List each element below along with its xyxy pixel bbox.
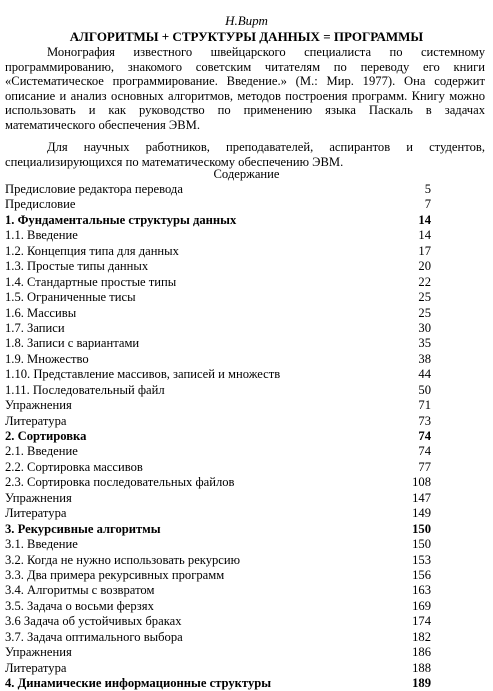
toc-entry [5, 568, 431, 583]
toc-entry-page: 77 [418, 459, 431, 474]
toc-entry-title: 3.3. Два примера рекурсивных программ [5, 567, 225, 582]
toc-entry-page: 17 [418, 243, 431, 258]
table-of-contents [5, 182, 431, 691]
toc-entry-title: 1.4. Стандартные простые типы [5, 274, 177, 289]
toc-entry-page: 169 [412, 598, 431, 613]
toc-entry-title: 3.2. Когда не нужно использовать рекурсию [5, 552, 241, 567]
toc-heading: Содержание [213, 167, 280, 181]
toc-entry [5, 506, 431, 521]
toc-entry [5, 182, 431, 197]
toc-entry-title: 1.11. Последовательный файл [5, 382, 165, 397]
toc-entry-title: 3. Рекурсивные алгоритмы [5, 521, 161, 536]
toc-entry-page: 38 [418, 351, 431, 366]
toc-entry [5, 352, 431, 367]
toc-entry-page: 5 [424, 182, 431, 196]
toc-entry-page: 71 [418, 398, 431, 413]
toc-entry-title: Литература [5, 413, 67, 428]
toc-entry-title: Упражнения [5, 398, 72, 413]
toc-entry [5, 645, 431, 660]
toc-entry [5, 228, 431, 243]
toc-entry-page: 7 [424, 197, 431, 212]
toc-entry-page: 186 [412, 645, 431, 660]
toc-entry [5, 275, 431, 290]
toc-entry [5, 491, 431, 506]
toc-entry [5, 336, 431, 351]
toc-chapter-entry [5, 213, 431, 228]
toc-entry-page: 20 [418, 259, 431, 274]
toc-entry-page: 44 [418, 367, 431, 382]
toc-entry [5, 444, 431, 459]
toc-entry-page: 108 [412, 475, 431, 490]
toc-entry-title: 1.9. Множество [5, 351, 89, 366]
book-author: Н.Вирт [225, 13, 268, 28]
toc-entry-title: 2.2. Сортировка массивов [5, 459, 143, 474]
toc-entry [5, 290, 431, 305]
toc-entry-title: 1.7. Записи [5, 320, 65, 335]
toc-chapter-entry [5, 429, 431, 444]
toc-entry [5, 321, 431, 336]
toc-entry-page: 149 [412, 506, 431, 521]
toc-entry-page: 30 [418, 320, 431, 335]
toc-entry-title: 2.3. Сортировка последовательных файлов [5, 475, 235, 490]
toc-entry-page: 74 [418, 429, 431, 443]
toc-entry-page: 25 [418, 290, 431, 305]
toc-entry-title: Предисловие [5, 197, 76, 212]
toc-entry-title: 3.6 Задача об устойчивых браках [5, 614, 182, 629]
toc-entry-page: 14 [418, 228, 431, 243]
toc-entry-title: 2. Сортировка [5, 429, 87, 443]
toc-entry-title: Упражнения [5, 490, 72, 505]
toc-entry [5, 398, 431, 413]
toc-entry-page: 147 [412, 490, 431, 505]
toc-entry-page: 150 [412, 521, 431, 536]
toc-entry-page: 182 [412, 629, 431, 644]
toc-entry-page: 22 [418, 274, 431, 289]
toc-entry-page: 150 [412, 537, 431, 552]
toc-entry-page: 188 [412, 660, 431, 675]
toc-entry [5, 475, 431, 490]
toc-entry-title: 1. Фундаментальные структуры данных [5, 212, 237, 227]
toc-chapter-entry [5, 676, 431, 691]
toc-entry [5, 537, 431, 552]
toc-entry-title: 1.5. Ограниченные тисы [5, 290, 136, 305]
toc-entry-page: 14 [418, 212, 431, 227]
toc-chapter-entry [5, 522, 431, 537]
toc-entry [5, 599, 431, 614]
toc-entry-title: 1.10. Представление массивов, записей и множеств [5, 367, 281, 382]
toc-entry-title: 1.1. Введение [5, 228, 78, 243]
toc-entry-page: 25 [418, 305, 431, 320]
toc-entry-title: 3.4. Алгоритмы с возвратом [5, 583, 155, 598]
toc-entry-title: 3.5. Задача о восьми ферзях [5, 598, 154, 613]
toc-entry-title: 1.8. Записи с вариантами [5, 336, 140, 351]
toc-entry-page: 73 [418, 413, 431, 428]
toc-entry-title: 3.1. Введение [5, 537, 78, 552]
toc-entry-title: 2.1. Введение [5, 444, 78, 459]
toc-entry-title: 1.3. Простые типы данных [5, 259, 149, 274]
toc-entry-title: Предисловие редактора перевода [5, 182, 183, 196]
toc-entry [5, 583, 431, 598]
toc-entry-page: 174 [412, 614, 431, 629]
audience-paragraph: Для научных работников, преподавателей, аспирантов и студентов, специализирующихся по математическому обеспечению ЭВМ. [5, 140, 485, 169]
toc-entry [5, 614, 431, 629]
toc-entry-page: 156 [412, 567, 431, 582]
toc-entry [5, 259, 431, 274]
toc-entry [5, 661, 431, 676]
toc-entry-page: 50 [418, 382, 431, 397]
toc-entry [5, 197, 431, 212]
toc-entry-title: 4. Динамические информационные структуры [5, 676, 272, 690]
toc-entry [5, 630, 431, 645]
abstract-paragraph: Монография известного швейцарского специалиста по системному программированию, знакомого советским читателям по переводу его книги «Систематическое программирование. Введение.» (М.: Мир. 1977). Она содержит описание и анализ основных алгоритмов, методов построения программ. Книгу можно использовать и как руководство по применению языка Паскаль в задачах математического обеспечения ЭВМ. [5, 45, 485, 132]
toc-entry-page: 153 [412, 552, 431, 567]
toc-entry [5, 460, 431, 475]
toc-entry-page: 189 [412, 676, 431, 690]
toc-entry-title: Литература [5, 660, 67, 675]
toc-entry [5, 414, 431, 429]
toc-entry [5, 553, 431, 568]
toc-entry-title: 1.2. Концепция типа для данных [5, 243, 179, 258]
toc-entry-title: 1.6. Массивы [5, 305, 77, 320]
toc-entry-page: 163 [412, 583, 431, 598]
book-title: АЛГОРИТМЫ + СТРУКТУРЫ ДАННЫХ = ПРОГРАММЫ [69, 29, 424, 44]
toc-entry [5, 244, 431, 259]
toc-entry-page: 74 [418, 444, 431, 459]
toc-entry-title: Упражнения [5, 645, 72, 660]
toc-entry [5, 306, 431, 321]
toc-entry-title: Литература [5, 506, 67, 521]
toc-entry-title: 3.7. Задача оптимального выбора [5, 629, 183, 644]
toc-entry [5, 383, 431, 398]
toc-entry [5, 367, 431, 382]
toc-entry-page: 35 [418, 336, 431, 351]
